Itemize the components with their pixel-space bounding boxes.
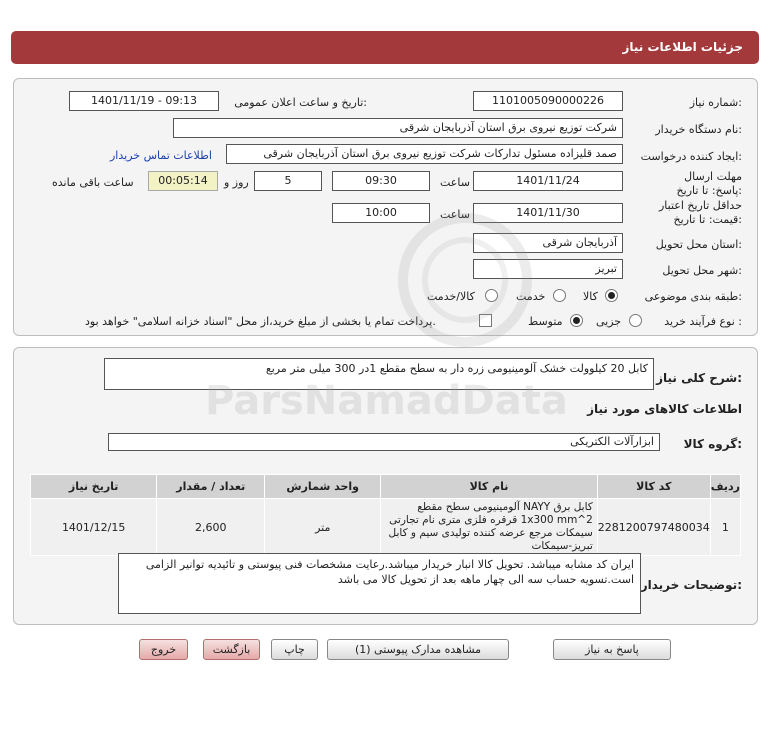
- col-date: تاریخ نیاز: [31, 475, 157, 499]
- back-button[interactable]: بازگشت: [203, 639, 260, 660]
- need-number-label: شماره نیاز:: [689, 96, 742, 109]
- buyer-notes-field: ایران کد مشابه میباشد. تحویل کالا انبار خریدار میباشد.رعایت مشخصات فنی پیوستی و تائیدیه توانیر الزامی است.تسویه حساب سه الی چهار ماهه بعد از تحویل کالا می باشد: [118, 553, 641, 614]
- goods-table-header: [31, 475, 741, 499]
- buyer-org-field: شرکت توزیع نیروی برق استان آذربایجان شرقی: [173, 118, 623, 138]
- requester-label: ایجاد کننده درخواست:: [640, 150, 742, 163]
- purchase-medium-radio[interactable]: [570, 314, 583, 327]
- watermark-brand: ParsNamadData: [205, 378, 568, 424]
- validity-label: حداقل تاریخ اعتبار قیمت: تا تاریخ:: [658, 199, 742, 226]
- treasury-payment-checkbox[interactable]: [479, 314, 492, 327]
- category-both-label: کالا/خدمت: [427, 290, 475, 303]
- remaining-time-field: 00:05:14: [148, 171, 218, 191]
- announce-label: تاریخ و ساعت اعلان عمومی:: [234, 96, 367, 109]
- contact-buyer-link[interactable]: اطلاعات تماس خریدار: [110, 149, 212, 162]
- deadline-label: مهلت ارسال پاسخ: تا تاریخ:: [676, 170, 742, 197]
- view-attachments-button[interactable]: مشاهده مدارک پیوستی (1): [327, 639, 509, 660]
- purchase-medium-label: متوسط: [528, 315, 563, 328]
- need-number-field: 1101005090000226: [473, 91, 623, 111]
- requester-field: صمد قلیزاده مسئول تدارکات شرکت توزیع نیروی برق استان آذربایجان شرقی: [226, 144, 623, 164]
- col-code: کد کالا: [597, 475, 710, 499]
- delivery-city-label: شهر محل تحویل:: [662, 264, 742, 277]
- delivery-province-label: استان محل تحویل:: [655, 238, 742, 251]
- summary-label: شرح کلی نیاز:: [656, 371, 742, 385]
- category-service-label: خدمت: [516, 290, 546, 303]
- category-both-radio[interactable]: [485, 289, 498, 302]
- goods-group-label: گروه کالا:: [683, 437, 742, 451]
- category-service-radio[interactable]: [553, 289, 566, 302]
- row-qty: 2,600: [157, 499, 265, 556]
- purchase-type-label: نوع فرآیند خرید :: [664, 315, 742, 328]
- buyer-notes-label: توضیحات خریدار:: [640, 578, 742, 592]
- category-label: طبقه بندی موضوعی:: [644, 290, 742, 303]
- summary-field: کابل 20 کیلوولت خشک آلومینیومی زره دار به سطح مقطع 1در 300 میلی متر مربع: [104, 358, 654, 390]
- days-field: 5: [254, 171, 322, 191]
- goods-table: [30, 474, 741, 556]
- remaining-label: ساعت باقی مانده: [52, 176, 134, 189]
- page-title-bar: [11, 31, 759, 64]
- goods-group-field: ابزارآلات الکتریکی: [108, 433, 660, 451]
- col-qty: تعداد / مقدار: [157, 475, 265, 499]
- row-name: کابل برق NAYY آلومینیومی سطح مقطع 2^1x300 mm قرقره فلزی متری نام تجارتی سیمکات مرجع عرضه کننده تولیدی سیم و کابل تبریز-سیمکات: [381, 499, 598, 556]
- page-title: جزئیات اطلاعات نیاز: [622, 40, 743, 54]
- category-goods-radio[interactable]: [605, 289, 618, 302]
- row-index: 1: [710, 499, 740, 556]
- buyer-org-label: نام دستگاه خریدار:: [655, 123, 742, 136]
- row-code: 2281200797480034: [597, 499, 710, 556]
- purchase-partial-label: جزیی: [596, 315, 622, 328]
- delivery-province-field: آذربایجان شرقی: [473, 233, 623, 253]
- goods-section-title: اطلاعات کالاهای مورد نیاز: [587, 402, 742, 416]
- treasury-payment-note: پرداخت تمام یا بخشی از مبلغ خرید،از محل "اسناد خزانه اسلامی" خواهد بود.: [85, 315, 436, 328]
- category-goods-label: کالا: [583, 290, 598, 303]
- deadline-time-label: ساعت: [440, 176, 470, 189]
- validity-time-field: 10:00: [332, 203, 430, 223]
- deadline-date-field: 1401/11/24: [473, 171, 623, 191]
- exit-button[interactable]: خروج: [139, 639, 188, 660]
- days-label: روز و: [224, 176, 249, 189]
- col-unit: واحد شمارش: [265, 475, 381, 499]
- table-row: [31, 499, 741, 556]
- announce-field: 1401/11/19 - 09:13: [69, 91, 219, 111]
- print-button[interactable]: چاپ: [271, 639, 318, 660]
- purchase-partial-radio[interactable]: [629, 314, 642, 327]
- col-name: نام کالا: [381, 475, 598, 499]
- row-unit: متر: [265, 499, 381, 556]
- validity-date-field: 1401/11/30: [473, 203, 623, 223]
- reply-button[interactable]: پاسخ به نیاز: [553, 639, 671, 660]
- deadline-time-field: 09:30: [332, 171, 430, 191]
- col-index: ردیف: [710, 475, 740, 499]
- row-date: 1401/12/15: [31, 499, 157, 556]
- delivery-city-field: تبریز: [473, 259, 623, 279]
- validity-time-label: ساعت: [440, 208, 470, 221]
